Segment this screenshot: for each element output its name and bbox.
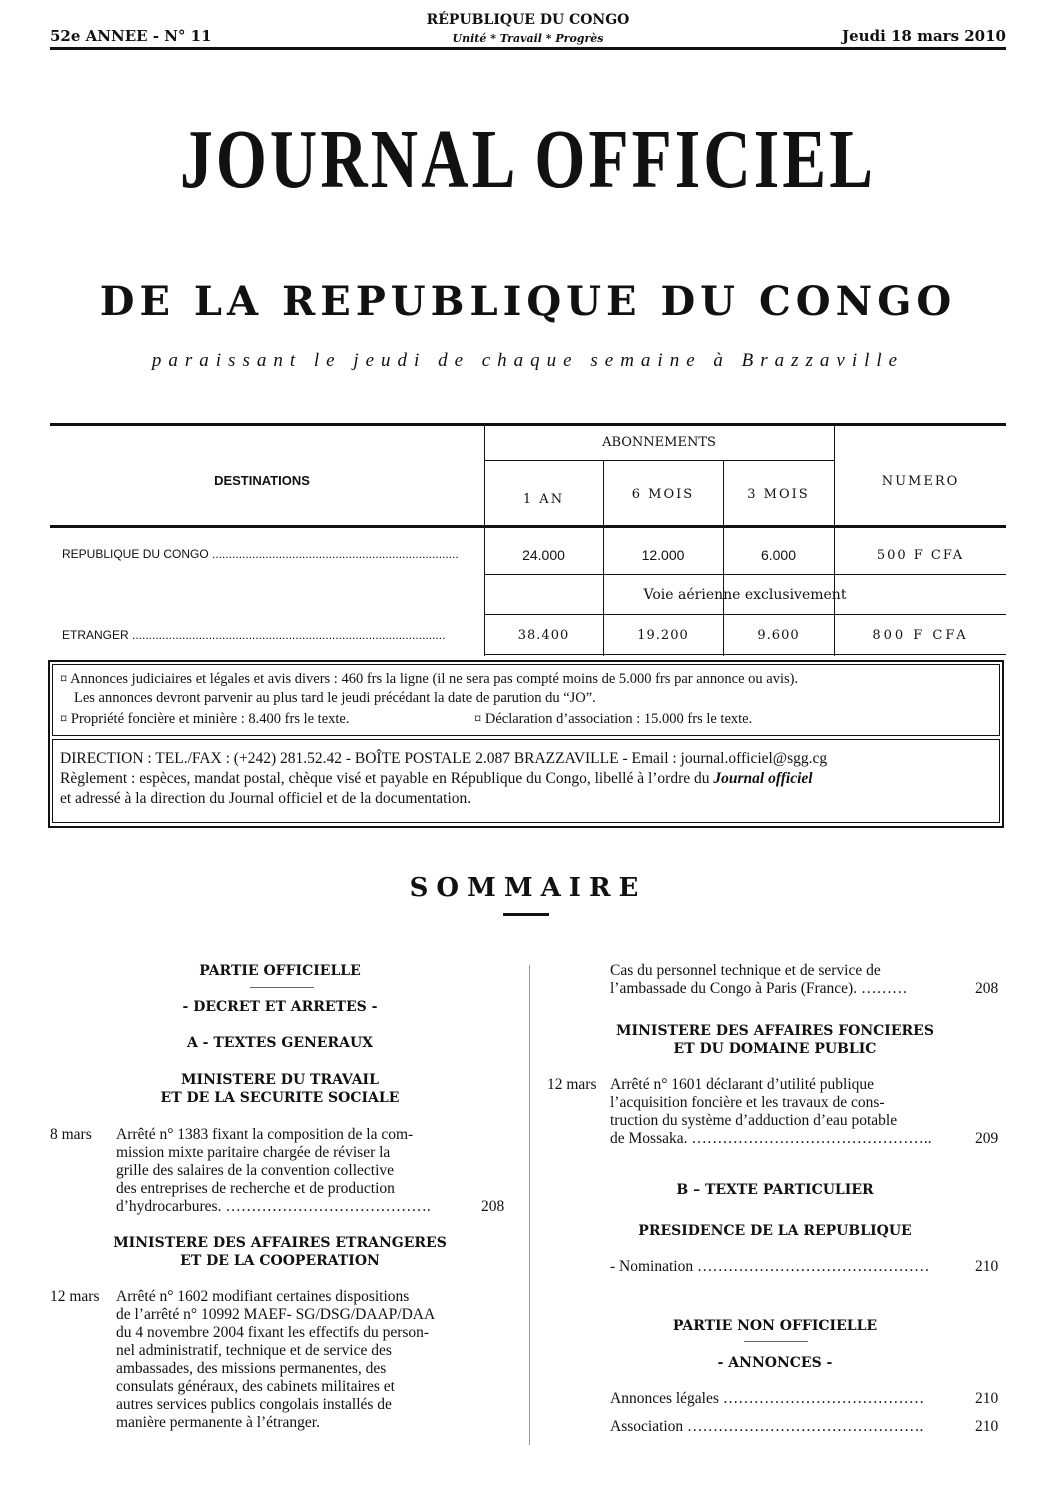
entry-date: 12 mars [547,1076,597,1093]
entry-line: manière permanente à l’étranger. [116,1414,320,1431]
notice-association: ¤ Déclaration d’association : 15.000 frs le texte. [474,711,753,727]
entry-line: consulats généraux, des cabinets militaires et [116,1378,395,1395]
entry-line: Arrêté n° 1602 modifiant certaines dispositions [116,1288,410,1305]
notice-propriete: ¤ Propriété foncière et minière : 8.400 frs le texte. [60,711,350,727]
texte-particulier-heading: B – TEXTE PARTICULIER [676,1182,874,1198]
issue-date: Jeudi 18 mars 2010 [842,27,1006,45]
header-rule [50,47,1006,50]
issue-number: 52e ANNEE - N° 11 [50,27,212,45]
heading-rule [250,987,314,988]
price-etranger-1an: 38.400 [517,628,570,643]
table-col-line [484,614,485,656]
subscription-table [50,423,1006,615]
ministry-affaires-etrangeres-heading: MINISTERE DES AFFAIRES ETRANGERES [113,1235,447,1251]
journal-officiel-emphasis: Journal officiel [713,770,813,787]
entry-continuation [610,962,907,998]
entry-page: 210 [975,1258,999,1275]
top-header [50,12,1006,48]
journal-tagline: paraissant le jeudi de chaque semaine à Brazzaville [151,350,905,371]
table-row-line [484,460,834,461]
reglement-line [60,770,813,788]
entry-arrete-1602 [116,1288,435,1432]
entry-page: 210 [975,1418,999,1435]
entry-line: nel administratif, technique et de service des [116,1342,392,1359]
entry-page: 208 [975,980,999,997]
direction-contact: DIRECTION : TEL./FAX : (+242) 281.52.42 - BOÎTE POSTALE 2.087 BRAZZAVILLE - Email : journal.officiel@sgg.cg [60,750,828,767]
entry-line: Cas du personnel technique et de service de [610,962,881,979]
destination-etranger: ETRANGER .............................................................................................. [62,628,446,642]
ministry-travail-heading: MINISTERE DU TRAVAIL [181,1072,379,1088]
journal-title: JOURNAL OFFICIEL [179,113,877,206]
numero-header: NUMERO [881,474,960,489]
notice-annonces: ¤ Annonces judiciaires et légales et avis divers : 460 frs la ligne (il ne sera pas compté moins de 5.000 frs par annonce ou avis). [60,671,799,687]
decrets-heading: - DECRET ET ARRETES - [182,999,378,1015]
column-separator [529,965,530,1445]
entry-line: l’ambassade du Congo à Paris (France). ……… [610,980,908,997]
ministry-affaires-etrangeres-heading-2: ET DE LA COOPERATION [180,1253,380,1269]
reglement-text: Règlement : espèces, mandat postal, chèque visé et payable en République du Congo, libellé à l’ordre du [60,770,714,787]
entry-page: 210 [975,1390,999,1407]
journal-subtitle: DE LA REPUBLIQUE DU CONGO [99,278,957,325]
entry-page: 208 [481,1198,505,1215]
presidence-heading: PRESIDENCE DE LA REPUBLIQUE [638,1223,912,1239]
table-col-line [834,614,835,656]
reglement-line-2: et adressé à la direction du Journal officiel et de la documentation. [60,790,472,807]
price-congo-1an: 24.000 [522,547,565,563]
entry-date: 12 mars [50,1288,100,1305]
ministry-affaires-foncieres-heading: MINISTERE DES AFFAIRES FONCIERES [616,1023,934,1039]
national-motto: Unité * Travail * Progrès [452,32,604,45]
table-row-line [484,614,1006,615]
table-rule-mid [50,525,1006,528]
partie-non-officielle-heading: PARTIE NON OFFICIELLE [672,1318,878,1334]
entry-date: 8 mars [50,1126,92,1143]
period-3mois: 3 MOIS [747,487,810,502]
sommaire-title: SOMMAIRE [409,873,647,903]
entry-association: Association ………………………………………. [610,1418,924,1435]
table-row-line [484,574,1006,575]
table-col-line [723,614,724,656]
table-rule-top [50,423,1006,426]
sommaire-rule [503,913,549,916]
annonces-heading: - ANNONCES - [717,1355,833,1371]
period-6mois: 6 MOIS [631,487,695,502]
entry-line: ambassades, des missions permanentes, des [116,1360,387,1377]
entry-line: truction du système d’adduction d’eau potable [610,1112,898,1129]
entry-line: d’hydrocarbures. …………………………………. [116,1198,431,1215]
numero-congo: 500 F CFA [876,548,965,563]
heading-rule [744,1341,808,1342]
entry-line: de l’arrêté n° 10992 MAEF- SG/DSG/DAAP/DAA [116,1306,436,1323]
price-congo-6mois: 12.000 [641,547,685,563]
price-congo-3mois: 6.000 [760,547,797,563]
entry-line: grille des salaires de la convention collective [116,1162,395,1179]
ministry-affaires-foncieres-heading-2: ET DU DOMAINE PUBLIC [673,1041,877,1057]
table-row-line [484,654,1006,655]
textes-generaux-heading: A - TEXTES GENERAUX [186,1035,374,1051]
republic-name: RÉPUBLIQUE DU CONGO [426,12,630,28]
air-note: Voie aérienne exclusivement [643,587,847,603]
entry-arrete-1601 [610,1076,932,1148]
entry-line: de Mossaka. ……………………………………….. [610,1130,932,1147]
entry-line: autres services publics congolais installés de [116,1396,392,1413]
price-etranger-3mois: 9.600 [757,628,800,643]
entry-line: Arrêté n° 1383 fixant la composition de la com- [116,1126,414,1143]
entry-line: des entreprises de recherche et de production [116,1180,395,1197]
entry-line: Arrêté n° 1601 déclarant d’utilité publique [610,1076,875,1093]
partie-officielle-heading: PARTIE OFFICIELLE [199,963,361,979]
period-1an: 1 AN [522,492,565,507]
table-col-line [603,614,604,656]
notice-deadline: Les annonces devront parvenir au plus tard le jeudi précédant la date de parution du “JO”. [74,690,596,706]
entry-arrete-1383 [116,1126,431,1216]
numero-etranger: 800 F CFA [872,628,969,643]
entry-line: l’acquisition foncière et les travaux de cons- [610,1094,885,1111]
destination-congo: REPUBLIQUE DU CONGO .......................................................................... [62,547,459,561]
entry-annonces-legales: Annonces légales ………………………………… [610,1390,925,1407]
price-etranger-6mois: 19.200 [637,628,689,643]
ministry-travail-heading-2: ET DE LA SECURITE SOCIALE [160,1090,400,1106]
destinations-header: DESTINATIONS [214,473,310,488]
abonnements-header: ABONNEMENTS [602,435,716,450]
entry-line: mission mixte paritaire chargée de réviser la [116,1144,391,1161]
entry-nomination: - Nomination ……………………………………… [610,1258,930,1275]
entry-page: 209 [975,1130,999,1147]
entry-line: du 4 novembre 2004 fixant les effectifs du person- [116,1324,430,1341]
